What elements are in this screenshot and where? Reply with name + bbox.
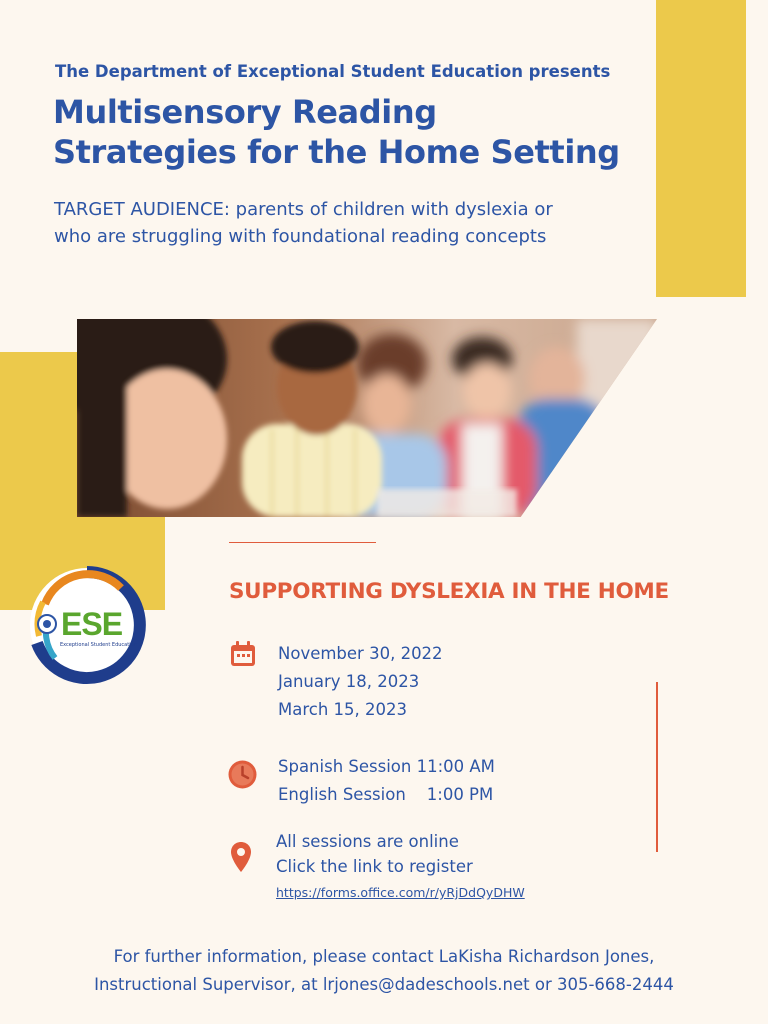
- ese-logo-text: ESE: [61, 606, 123, 642]
- vertical-accent-line: [656, 682, 658, 852]
- calendar-icon: [229, 640, 257, 668]
- children-reading-photo: [77, 319, 657, 517]
- title-line-1: Multisensory Reading: [53, 93, 437, 131]
- footer-line-1: For further information, please contact LaKisha Richardson Jones,: [113, 947, 655, 966]
- registration-link[interactable]: https://forms.office.com/r/yRjDdQyDHW: [276, 885, 525, 900]
- contact-footer: [0, 943, 768, 999]
- date-item: January 18, 2023: [278, 672, 420, 691]
- session-time-item: English Session 1:00 PM: [278, 785, 494, 804]
- audience-line-2: who are struggling with foundational reading concepts: [54, 226, 547, 247]
- session-dates: [278, 640, 443, 724]
- location-pin-icon: [230, 841, 252, 873]
- clock-icon: [227, 759, 258, 790]
- photo-illustration: [77, 319, 657, 517]
- date-item: March 15, 2023: [278, 700, 408, 719]
- title-line-2: Strategies for the Home Setting: [53, 133, 620, 171]
- ese-logo-subtext: Exceptional Student Education: [60, 642, 137, 648]
- ese-logo: [25, 566, 149, 684]
- location-info: [276, 829, 525, 905]
- footer-line-2: Instructional Supervisor, at lrjones@dadeschools.net or 305-668-2444: [94, 975, 674, 994]
- online-note: All sessions are online: [276, 832, 459, 851]
- page-title: [53, 92, 620, 172]
- presenter-line: The Department of Exceptional Student Education presents: [55, 62, 611, 81]
- section-divider: [229, 542, 376, 543]
- section-title: SUPPORTING DYSLEXIA IN THE HOME: [229, 579, 669, 604]
- session-time-item: Spanish Session 11:00 AM: [278, 757, 495, 776]
- target-audience: [54, 196, 634, 250]
- date-item: November 30, 2022: [278, 644, 443, 663]
- audience-line-1: TARGET AUDIENCE: parents of children with dyslexia or: [54, 199, 553, 220]
- session-times: [278, 753, 495, 809]
- register-note: Click the link to register: [276, 857, 473, 876]
- yellow-block-top-right: [656, 0, 746, 297]
